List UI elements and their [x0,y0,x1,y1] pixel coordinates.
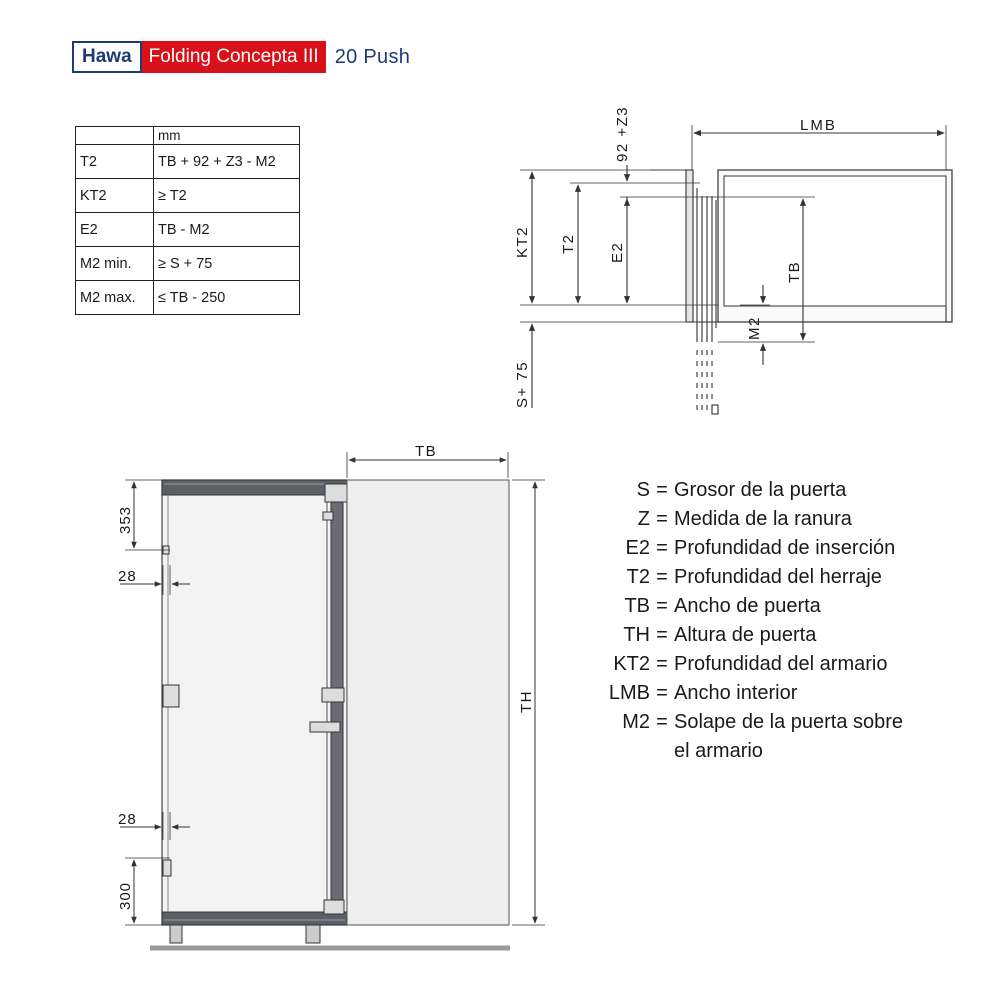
legend-abbr: M2 [622,711,650,733]
legend-desc: Profundidad de inserción [674,537,896,559]
cabinet-body [162,480,347,925]
legend-item [570,476,974,505]
door-panel [347,480,509,925]
legend-equals: = [656,537,668,559]
table-value: TB - M2 [154,213,300,247]
legend [570,476,974,766]
legend-equals: = [656,508,668,530]
label-kt2: KT2 [514,225,531,258]
legend-abbr: T2 [626,566,650,588]
legend-item [570,650,974,679]
legend-equals: = [656,624,668,646]
top-rail [162,480,347,495]
legend-desc: Grosor de la puerta [674,479,847,501]
table-key: KT2 [76,179,154,213]
legend-desc: el armario [674,740,763,762]
table-header-unit: mm [154,127,300,145]
legend-equals: = [656,682,668,704]
product-variant: 20 Push [334,45,411,68]
legend-item [570,708,974,737]
legend-item [570,737,974,766]
label-tb-front: TB [415,443,438,460]
table-key: E2 [76,213,154,247]
label-28-bottom: 28 [118,811,137,828]
legend-desc: Altura de puerta [674,624,817,646]
brand-logo: Hawa [72,41,142,73]
legend-abbr [570,737,650,766]
legend-desc: Profundidad del armario [674,653,888,675]
table-key: M2 max. [76,281,154,315]
legend-item [570,563,974,592]
label-e2: E2 [609,241,626,263]
legend-item [570,534,974,563]
legend-abbr: S [636,479,650,501]
table-key: T2 [76,145,154,179]
legend-item [570,505,974,534]
legend-desc: Solape de la puerta sobre [674,711,904,733]
label-lmb: LMB [800,117,837,134]
legend-equals: = [656,566,668,588]
vertical-rail [331,495,343,912]
legend-abbr: TH [623,624,650,646]
label-th: TH [518,690,535,713]
label-s75: S+ 75 [514,360,531,408]
legend-desc: Medida de la ranura [674,508,852,530]
legend-equals: = [656,653,668,675]
table-key: M2 min. [76,247,154,281]
side-view [520,125,952,415]
legend-abbr: Z [637,508,650,530]
label-tb-side: TB [786,260,803,283]
legend-equals: = [656,479,668,501]
legend-abbr: KT2 [613,653,650,675]
label-300: 300 [117,881,134,910]
legend-equals: = [656,711,668,733]
label-m2: M2 [746,316,763,340]
legend-abbr: E2 [625,537,650,559]
legend-item [570,592,974,621]
legend-abbr: TB [624,595,650,617]
table-value: ≥ S + 75 [154,247,300,281]
bottom-rail [162,912,347,925]
legend-item [570,679,974,708]
legend-equals-blank [650,737,674,766]
cabinet-outline [718,170,952,322]
front-view [120,452,545,948]
label-z3: 92 +Z3 [614,105,631,162]
legend-desc: Ancho interior [674,682,798,704]
label-t2: T2 [560,233,577,254]
label-353: 353 [117,505,134,534]
table-value: TB + 92 + Z3 - M2 [154,145,300,179]
product-name: Folding Concepta III [142,41,326,73]
table-value: ≤ TB - 250 [154,281,300,315]
legend-abbr: LMB [608,682,650,704]
legend-item [570,621,974,650]
folding-door-stack [686,170,718,415]
legend-desc: Ancho de puerta [674,595,821,617]
label-28-top: 28 [118,568,137,585]
legend-desc: Profundidad del herraje [674,566,882,588]
legend-equals: = [656,595,668,617]
table-value: ≥ T2 [154,179,300,213]
